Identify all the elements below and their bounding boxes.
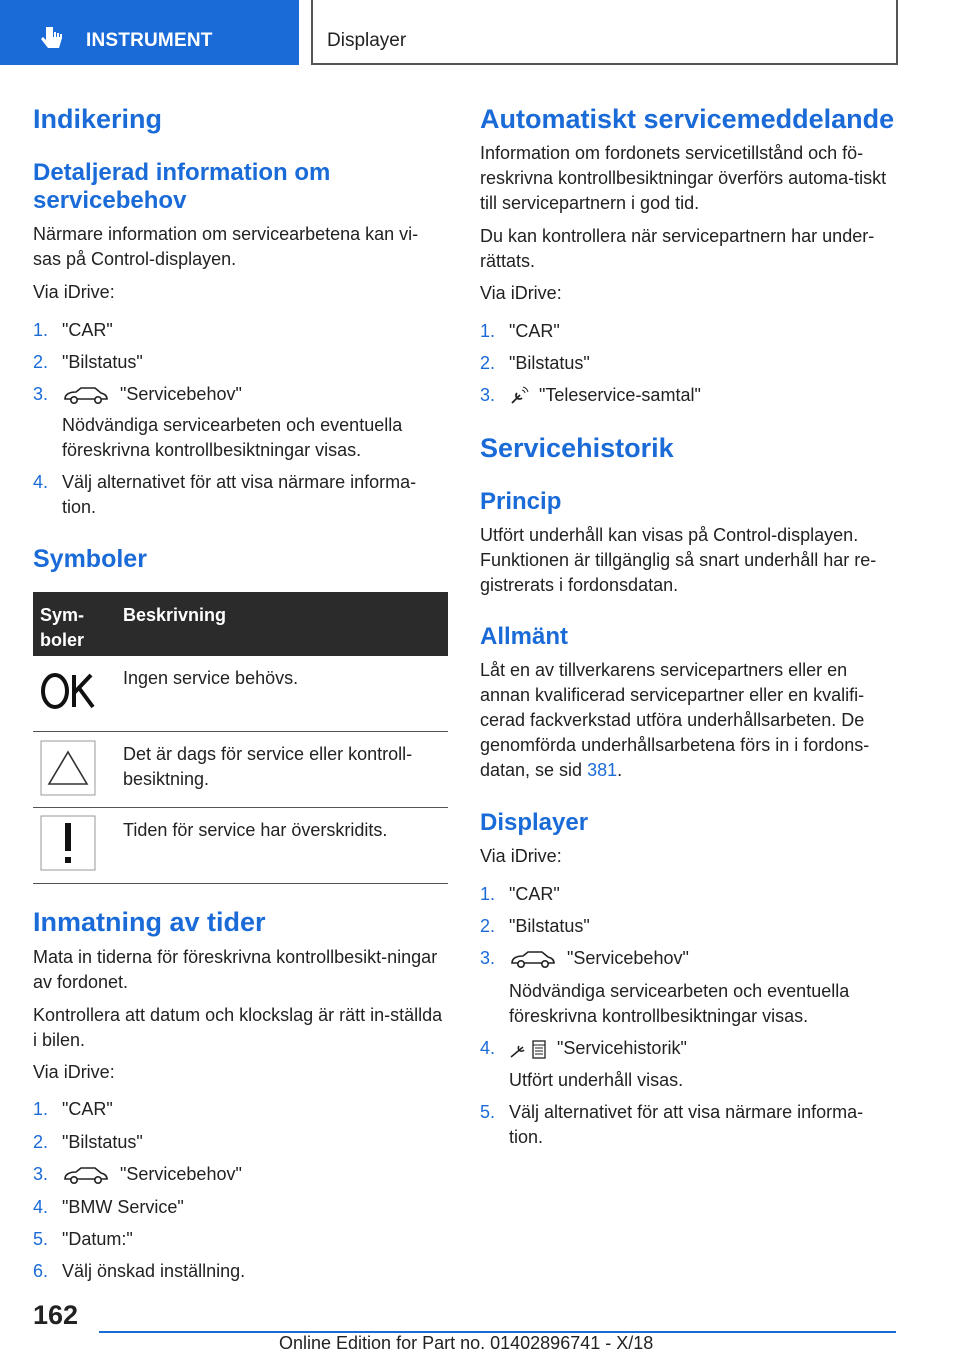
table-row: Tiden för service har överskridits. [33, 808, 448, 884]
heading-displayer: Displayer [480, 809, 589, 836]
table-header [33, 592, 448, 656]
paragraph-narmare: Närmare information om servicearbetena kan vi‐sas på Control-displayen. [33, 224, 419, 269]
paragraph-du-kan: Du kan kontrollera när servicepartnern har under‐rättats. [480, 226, 875, 271]
table-row: Det är dags för service eller kontroll‐besiktning. [33, 732, 448, 808]
via-idrive-label: Via iDrive: [480, 846, 562, 866]
triangle-icon [40, 740, 96, 796]
service-history-icon [509, 1038, 547, 1060]
heading-automatiskt: Automatiskt servicemeddelande [480, 104, 895, 134]
chapter-tab[interactable] [0, 0, 299, 65]
hand-pointer-icon [40, 25, 66, 53]
heading-allmant: Allmänt [480, 623, 569, 650]
heading-servicehistorik: Servicehistorik [480, 433, 674, 463]
via-idrive-label: Via iDrive: [33, 1062, 115, 1082]
via-idrive-label: Via iDrive: [33, 282, 115, 302]
heading-detaljerad: Detaljerad information om servicebehov [33, 159, 331, 214]
car-icon [62, 1165, 110, 1185]
via-idrive-label: Via iDrive: [480, 283, 562, 303]
section-label: Displayer [327, 30, 407, 51]
paragraph-princip: Utfört underhåll kan visas på Control-displayen. Funktionen är tillgänglig så snart underhåll har re‐gistrerats i fordonsdatan. [480, 525, 877, 595]
paragraph-allmant: Låt en av tillverkarens servicepartners eller en annan kvalificerad servicepartner eller en kvalifi‐cerad fackverkstad utföra underhållsarbeten. De genomförda underhållsarbetena förs in i fordons‐datan, se sid 381. [480, 660, 870, 780]
exclamation-icon [40, 815, 96, 871]
table-header-description: Beskrivning [123, 605, 227, 625]
section-header [311, 0, 898, 65]
page-number: 162 [33, 1300, 79, 1330]
car-icon [509, 949, 557, 969]
wrench-signal-icon [509, 386, 529, 406]
heading-indikering: Indikering [33, 104, 163, 134]
chapter-label: INSTRUMENT [86, 30, 213, 51]
paragraph-mata: Mata in tiderna för föreskrivna kontrollbesikt‐ningar av fordonet. [33, 947, 438, 992]
footer-edition: Online Edition for Part no. 01402896741 - X/18 [279, 1333, 654, 1353]
table-row: Ingen service behövs. [33, 656, 448, 732]
page-link[interactable]: 381 [587, 760, 618, 780]
heading-princip: Princip [480, 488, 562, 515]
paragraph-kontrollera: Kontrollera att datum och klockslag är rätt in‐ställda i bilen. [33, 1005, 443, 1050]
table-header-symbols: Sym‐boler [40, 605, 85, 650]
heading-inmatning: Inmatning av tider [33, 907, 266, 937]
car-icon [62, 385, 110, 405]
heading-symboler: Symboler [33, 545, 147, 573]
ok-symbol [40, 670, 96, 712]
paragraph-information: Information om fordonets servicetillstånd och fö‐reskrivna kontrollbesiktningar överförs automa‐tiskt till servicepartnern i god tid. [480, 143, 887, 213]
